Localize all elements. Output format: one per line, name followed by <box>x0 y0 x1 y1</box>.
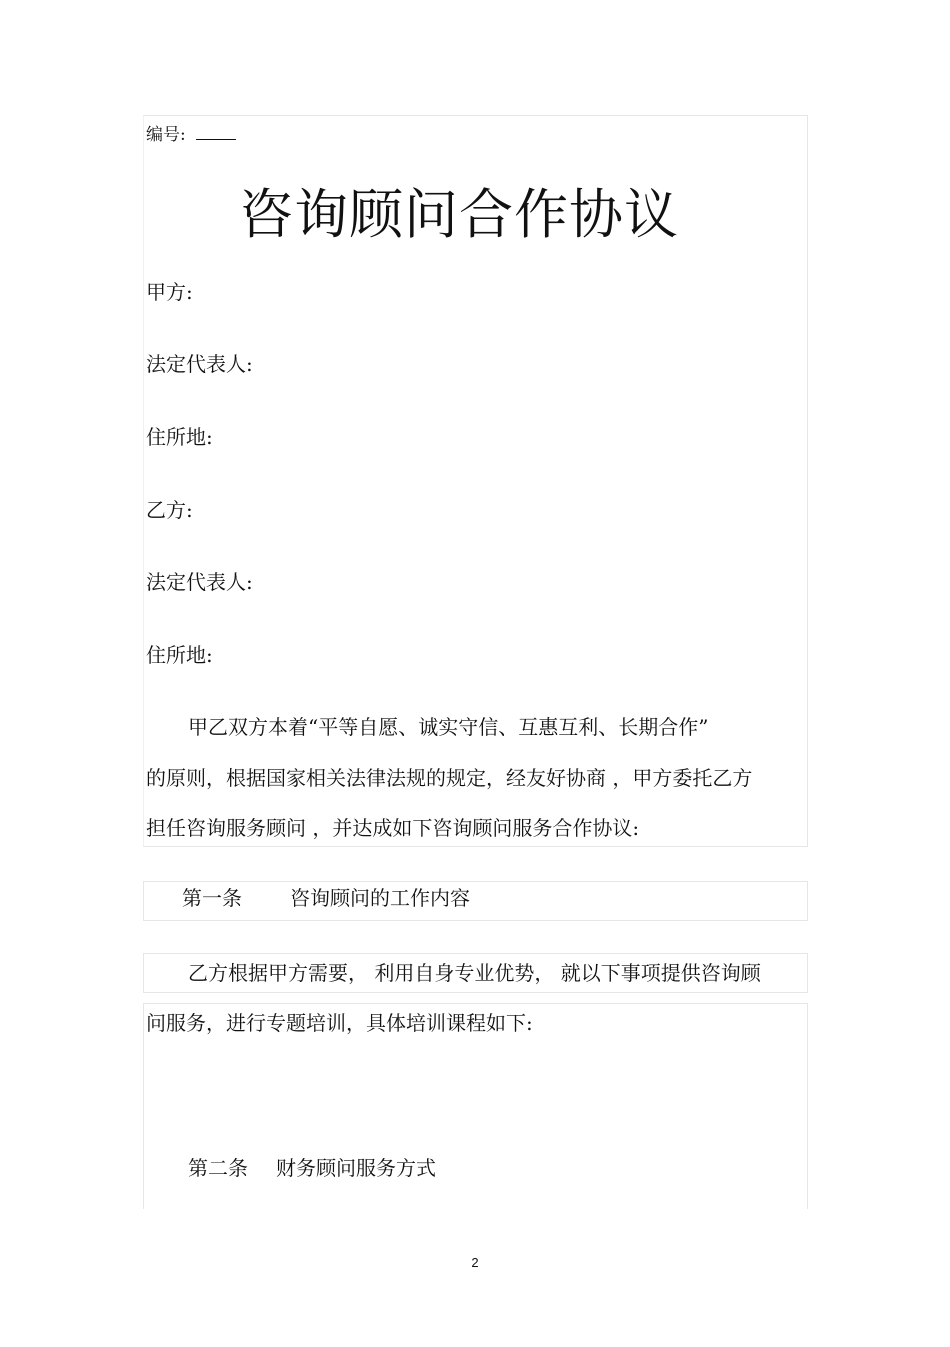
party-b-label: 乙方: <box>146 498 193 522</box>
party-b-address: 住所地: <box>146 643 213 667</box>
content-frame-article1 <box>143 881 808 921</box>
article-1-body-line-1: 乙方根据甲方需要， 利用自身专业优势， 就以下事项提供咨询顾 <box>188 961 761 985</box>
article-1-number: 第一条 <box>182 886 242 910</box>
serial-number <box>146 120 236 145</box>
serial-label: 编号: <box>146 125 186 145</box>
page-title: 咨询顾问合作协议 <box>239 183 679 246</box>
preamble-line-3: 担任咨询服务顾问 ，并达成如下咨询顾问服务合作协议: <box>146 816 640 840</box>
article-1-title: 咨询顾问的工作内容 <box>290 886 470 910</box>
party-a-label: 甲方: <box>146 280 193 304</box>
party-b-representative: 法定代表人: <box>146 570 253 594</box>
party-a-representative: 法定代表人: <box>146 352 253 376</box>
article-2-title: 财务顾问服务方式 <box>276 1156 436 1180</box>
preamble-line-1: 甲乙双方本着“平等自愿、诚实守信、互惠互利、长期合作” <box>188 715 709 739</box>
page-number: 2 <box>471 1255 479 1270</box>
article-1-body-line-2: 问服务，进行专题培训，具体培训课程如下: <box>146 1011 533 1035</box>
article-2-number: 第二条 <box>188 1156 248 1180</box>
party-a-address: 住所地: <box>146 425 213 449</box>
serial-blank-line <box>196 125 236 140</box>
preamble-line-2: 的原则，根据国家相关法律法规的规定，经友好协商 ，甲方委托乙方 <box>146 766 753 790</box>
